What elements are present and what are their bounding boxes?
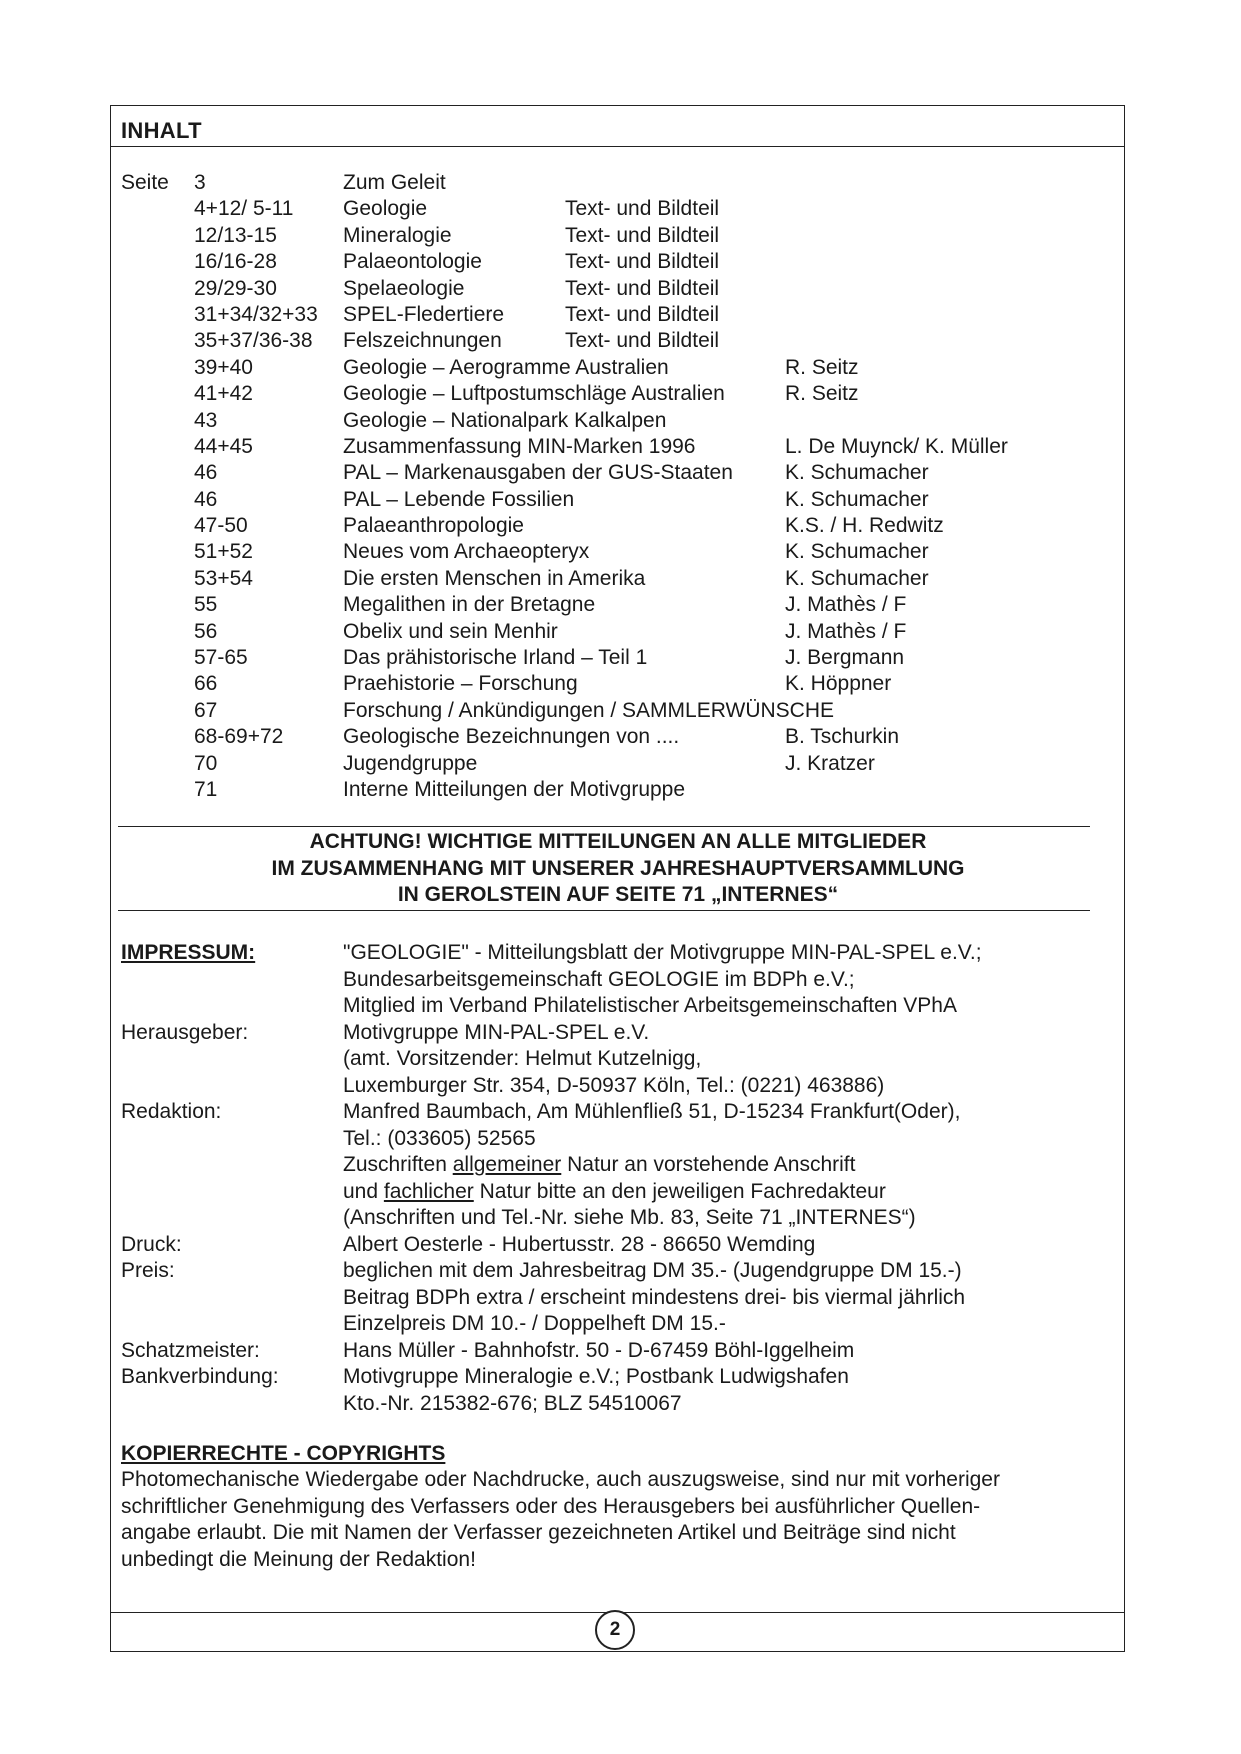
toc-title: Interne Mitteilungen der Motivgruppe [343,777,686,801]
herausgeber-line: (amt. Vorsitzender: Helmut Kutzelnigg, [343,1047,702,1070]
herausgeber-row [0,1020,1241,1047]
impressum-heading: IMPRESSUM: [121,941,256,964]
herausgeber-line: Luxemburger Str. 354, D-50937 Köln, Tel.: (0221) 463886) [343,1073,885,1097]
bank-line: Kto.-Nr. 215382-676; BLZ 54510067 [343,1391,682,1415]
toc-row [0,276,1241,302]
toc-title: Mineralogie [343,223,452,247]
toc-row [0,751,1241,777]
toc-author: J. Bergmann [785,646,905,670]
toc-page: 67 [194,698,218,722]
toc-page: 46 [194,487,218,511]
toc-note: Text- und Bildteil [565,276,720,300]
toc-title: Zusammenfassung MIN-Marken 1996 [343,434,696,458]
toc-row [0,196,1241,222]
toc-row [0,381,1241,407]
toc-author: R. Seitz [785,382,859,406]
preis-line: beglichen mit dem Jahresbeitrag DM 35.- (Jugendgruppe DM 15.-) [343,1259,962,1282]
preis-row [0,1258,1241,1285]
toc-row [0,487,1241,513]
impressum-row [0,940,1241,967]
toc-page: 35+37/36-38 [194,329,313,353]
notice-bottom-divider [118,910,1090,911]
toc-page: 57-65 [194,646,248,670]
toc-author: J. Kratzer [785,751,875,775]
toc-page: 12/13-15 [194,223,277,247]
toc-author: K.S. / H. Redwitz [785,514,944,538]
toc-title: Palaeanthropologie [343,514,524,538]
toc-row [0,223,1241,249]
toc-row [0,671,1241,697]
toc-title: Geologie – Nationalpark Kalkalpen [343,408,667,432]
toc-title: Spelaeologie [343,276,465,300]
toc-row [0,302,1241,328]
text-fragment: Natur an vorstehende Anschrift [561,1153,856,1176]
toc-title: Obelix und sein Menhir [343,619,558,643]
schatzmeister-label: Schatzmeister: [121,1338,260,1362]
redaktion-line: Manfred Baumbach, Am Mühlenfließ 51, D-15234 Frankfurt(Oder), [343,1100,961,1123]
toc-title: Megalithen in der Bretagne [343,593,596,617]
anschriften-line: (Anschriften und Tel.-Nr. siehe Mb. 83, Seite 71 „INTERNES“) [343,1206,916,1229]
toc-row [0,724,1241,750]
notice-top-divider [118,826,1090,827]
copyright-line: unbedingt die Meinung der Redaktion! [121,1547,476,1571]
toc-title: SPEL-Fledertiere [343,302,505,326]
text-fragment: Natur bitte an den jeweiligen Fachredakteur [473,1179,886,1203]
bank-row [0,1364,1241,1391]
toc-title: Jugendgruppe [343,751,478,775]
copyright-heading: KOPIERRECHTE - COPYRIGHTS [121,1442,446,1465]
toc-title: Das prähistorische Irland – Teil 1 [343,646,648,670]
toc-author: J. Mathès / F [785,619,907,643]
herausgeber-line: Motivgruppe MIN-PAL-SPEL e.V. [343,1020,650,1044]
toc-page: 41+42 [194,382,253,406]
contents-heading: INHALT [121,118,202,143]
toc-row [0,566,1241,592]
toc-title: PAL – Lebende Fossilien [343,487,575,511]
preis-line: Einzelpreis DM 10.- / Doppelheft DM 15.- [343,1312,726,1335]
toc-page: 16/16-28 [194,250,277,274]
notice-line: IN GEROLSTEIN AUF SEITE 71 „INTERNES“ [397,883,839,906]
toc-row [0,355,1241,381]
toc-row [0,698,1241,724]
toc-page: 46 [194,461,218,485]
notice-box [118,829,1118,909]
toc-author: K. Schumacher [785,487,929,511]
copyright-line: Photomechanische Wiedergabe oder Nachdrucke, auch auszugsweise, sind nur mit vorheriger [121,1468,1000,1491]
toc-page: 39+40 [194,355,253,379]
preis-label: Preis: [121,1259,175,1282]
copyright-text [121,1467,1121,1573]
underlined-word: allgemeiner [452,1153,562,1176]
toc-row [0,460,1241,486]
druck-label: Druck: [121,1232,182,1256]
toc-author: L. De Muynck/ K. Müller [785,434,1008,458]
redaktion-row [0,1099,1241,1126]
seite-label: Seite [121,171,169,194]
toc-title: Geologie – Luftpostumschläge Australien [343,382,725,406]
toc-author: K. Schumacher [785,566,929,590]
toc-row [0,592,1241,618]
toc-row [0,513,1241,539]
impressum-line: "GEOLOGIE" - Mitteilungsblatt der Motivgruppe MIN-PAL-SPEL e.V.; [343,941,982,964]
header-divider [110,146,1125,147]
toc-title: Palaeontologie [343,250,482,274]
toc-row [0,328,1241,354]
toc-title: Forschung / Ankündigungen / SAMMLERWÜNSCHE [343,698,834,722]
toc-row [0,539,1241,565]
druck-value: Albert Oesterle - Hubertusstr. 28 - 86650 Wemding [343,1232,816,1256]
fachlicher-line [343,1179,1241,1206]
preis-line: Beitrag BDPh extra / erscheint mindestens drei- bis viermal jährlich [343,1285,966,1309]
druck-row [0,1232,1241,1259]
toc-author: R. Seitz [785,355,859,379]
toc-page: 3 [194,171,206,194]
toc-page: 44+45 [194,434,253,458]
toc-page: 55 [194,593,218,617]
toc-title: Neues vom Archaeopteryx [343,540,590,564]
text-fragment: Zuschriften [343,1153,453,1176]
toc-page: 56 [194,619,218,643]
toc-row [0,434,1241,460]
toc-page: 43 [194,408,218,432]
toc-row [0,777,1241,803]
schatzmeister-row [0,1338,1241,1365]
toc-page: 68-69+72 [194,725,284,749]
redaktion-line: Tel.: (033605) 52565 [343,1126,536,1150]
toc-page: 51+52 [194,540,253,564]
copyright-line: schriftlicher Genehmigung des Verfassers oder des Herausgebers bei ausführlicher Quellen- [121,1494,981,1518]
redaktion-label: Redaktion: [121,1100,222,1123]
bank-line: Motivgruppe Mineralogie e.V.; Postbank Ludwigshafen [343,1365,849,1388]
impressum-line: Mitglied im Verband Philatelistischer Arbeitsgemeinschaften VPhA [343,994,957,1017]
impressum-section [0,940,1241,1417]
toc-author: K. Höppner [785,672,892,696]
toc-title: Felszeichnungen [343,329,502,353]
toc-title: Praehistorie – Forschung [343,672,578,696]
toc-note: Text- und Bildteil [565,197,720,221]
page-number: 2 [595,1610,635,1650]
toc-row [0,408,1241,434]
toc-page: 66 [194,672,218,696]
toc-author: B. Tschurkin [785,725,899,749]
toc-page: 31+34/32+33 [194,302,318,326]
notice-line: IM ZUSAMMENHANG MIT UNSERER JAHRESHAUPTVERSAMMLUNG [271,856,965,880]
zuschriften-line [343,1152,1241,1179]
toc-author: K. Schumacher [785,540,929,564]
toc-page: 4+12/ 5-11 [194,197,294,221]
toc-page: 71 [194,777,218,801]
toc-row [0,249,1241,275]
herausgeber-label: Herausgeber: [121,1020,249,1044]
toc-note: Text- und Bildteil [565,302,720,326]
underlined-word: fachlicher [383,1179,474,1203]
toc-title: Die ersten Menschen in Amerika [343,566,646,590]
toc-page: 53+54 [194,566,253,590]
toc-note: Text- und Bildteil [565,223,720,247]
toc-page: 29/29-30 [194,276,277,300]
toc-note: Text- und Bildteil [565,250,720,274]
toc-title: Geologie [343,197,428,221]
toc-author: K. Schumacher [785,461,929,485]
toc-note: Text- und Bildteil [565,329,720,353]
toc-title: PAL – Markenausgaben der GUS-Staaten [343,461,733,485]
toc-row [0,170,1241,196]
toc-page: 70 [194,751,218,775]
toc-author: J. Mathès / F [785,593,907,617]
toc-row [0,645,1241,671]
toc-title: Geologische Bezeichnungen von .... [343,725,680,749]
copyright-line: angabe erlaubt. Die mit Namen der Verfasser gezeichneten Artikel und Beiträge sind nicht [121,1521,956,1544]
bank-label: Bankverbindung: [121,1365,279,1388]
table-of-contents [0,170,1241,803]
toc-page: 47-50 [194,514,248,538]
toc-title: Zum Geleit [343,171,446,194]
notice-line: ACHTUNG! WICHTIGE MITTEILUNGEN AN ALLE MITGLIEDER [309,830,927,853]
toc-row [0,619,1241,645]
impressum-line: Bundesarbeitsgemeinschaft GEOLOGIE im BDPh e.V.; [343,967,855,991]
schatzmeister-value: Hans Müller - Bahnhofstr. 50 - D-67459 Böhl-Iggelheim [343,1338,855,1362]
text-fragment: und [343,1179,384,1203]
toc-title: Geologie – Aerogramme Australien [343,355,669,379]
